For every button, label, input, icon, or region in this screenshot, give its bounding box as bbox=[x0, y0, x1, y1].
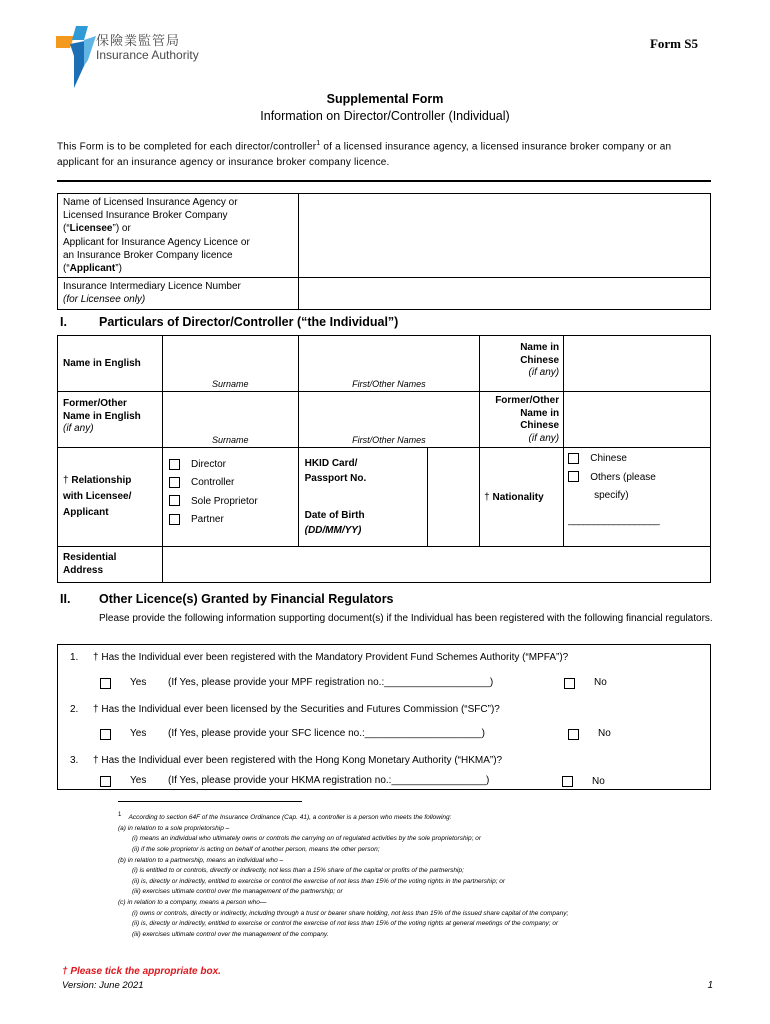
option-partner[interactable]: Partner bbox=[169, 511, 292, 529]
question-3-detail[interactable]: (If Yes, please provide your HKMA registration no.:_________________) bbox=[168, 775, 490, 786]
former-first-names-caption: First/Other Names bbox=[352, 435, 426, 445]
first-names-caption: First/Other Names bbox=[352, 379, 426, 389]
question-1-text: † Has the Individual ever been registered with the Mandatory Provident Fund Schemes Authority (“MPFA”)? bbox=[93, 652, 569, 663]
question-3-text: † Has the Individual ever been registered with the Hong Kong Monetary Authority (“HKMA”)? bbox=[93, 755, 503, 766]
intro-text-b: of a licensed insurance agency, a licensed insurance broker company or an applicant for an insurance agency or insurance broker company licence. bbox=[57, 141, 672, 168]
question-3-no-label: No bbox=[592, 776, 605, 787]
section-1-title: Particulars of Director/Controller (“the Individual”) bbox=[99, 315, 399, 329]
question-1-yes-label: Yes bbox=[130, 677, 147, 688]
insurance-authority-logo bbox=[56, 26, 216, 88]
version-label: Version: June 2021 bbox=[62, 980, 144, 991]
nationality-options: Chinese Others (please specify) __________________ bbox=[564, 448, 711, 547]
others-checkbox[interactable] bbox=[568, 471, 579, 482]
nationality-label: † Nationality bbox=[480, 448, 564, 547]
former-surname-field[interactable] bbox=[162, 392, 298, 448]
residential-address-label: Residential Address bbox=[58, 547, 163, 583]
question-3-yes-label: Yes bbox=[130, 775, 147, 786]
particulars-table bbox=[57, 335, 711, 583]
question-2-no-checkbox[interactable] bbox=[568, 729, 579, 740]
controller-checkbox[interactable] bbox=[169, 477, 180, 488]
form-subtitle: Information on Director/Controller (Individual) bbox=[260, 109, 510, 123]
residential-address-field[interactable] bbox=[162, 547, 710, 583]
others-specify-line[interactable]: __________________ bbox=[568, 514, 660, 526]
regulators-questions bbox=[57, 644, 711, 790]
licence-number-field[interactable] bbox=[299, 278, 711, 309]
question-3-yes-checkbox[interactable] bbox=[100, 776, 111, 787]
surname-field[interactable] bbox=[162, 336, 298, 392]
first-names-field[interactable] bbox=[298, 336, 480, 392]
licensee-table bbox=[57, 193, 711, 310]
question-1-no-checkbox[interactable] bbox=[564, 678, 575, 689]
surname-caption: Surname bbox=[211, 379, 249, 389]
chinese-checkbox[interactable] bbox=[568, 453, 579, 464]
licensee-name-field[interactable] bbox=[299, 194, 711, 278]
question-1-number: 1. bbox=[70, 652, 79, 663]
relationship-label: † Relationship with Licensee/ Applicant bbox=[58, 448, 163, 547]
hkid-dob-labels: HKID Card/ Passport No. Date of Birth (DD/MM/YY) bbox=[298, 448, 428, 547]
option-sole-proprietor[interactable]: Sole Proprietor bbox=[169, 493, 292, 511]
footnote: $^1$ According to section 64F of the Insurance Ordinance (Cap. 41), a controller is a person who meets the following: (a) in relation to a sole proprietorship – (i) means an individual who ultimately owns or controls the carrying on of regulated activities by the sole proprietorship; or (ii) if the sole proprietor is acting on behalf of another person, means the other person; (b) in relation to a partnership, means an individual who – (i) is entitled to or controls, directly or indirectly, not less than a 15% share of the capital or profits of the partnership; (ii) is, directly or indirectly, entitled to exercise or control the exercise of not less than 15% of the voting rights in the partnership; or (iii) exercises ultimate control over the management of the partnership; or (c) in relation to a company, means a person who— (i) owns or controls, directly or indirectly, including through a trust or bearer share holding, not less than 15% of the issued share capital of the company; (ii) is, directly or indirectly, entitled to exercise or control the exercise of not less than 15% of the voting rights at general meetings of the company; or (iii) exercises ultimate control over the management of the company. bbox=[118, 812, 569, 938]
name-chinese-field[interactable] bbox=[564, 336, 711, 392]
question-1-no-label: No bbox=[594, 677, 607, 688]
footnote-divider bbox=[118, 801, 302, 802]
former-surname-caption: Surname bbox=[211, 435, 249, 445]
section-2-intro: Please provide the following information supporting document(s) if the Individual has been registered with the following financial regulators. bbox=[99, 613, 713, 624]
question-2-yes-label: Yes bbox=[130, 728, 147, 739]
former-name-chinese-field[interactable] bbox=[564, 392, 711, 448]
logo-english-text: Insurance Authority bbox=[96, 48, 199, 62]
former-name-english-label: Former/Other Name in English (if any) bbox=[58, 392, 163, 448]
logo-chinese-text: 保險業監管局 bbox=[96, 33, 181, 48]
hkid-dob-field[interactable] bbox=[428, 448, 480, 547]
licensee-name-label: Name of Licensed Insurance Agency or Licensed Insurance Broker Company (“Licensee”) or Applicant for Insurance Agency Licence or an Insurance Broker Company licence (“Applicant”) bbox=[58, 194, 299, 278]
option-director[interactable]: Director bbox=[169, 456, 292, 474]
form-number: Form S5 bbox=[649, 36, 698, 51]
question-2-text: † Has the Individual ever been licensed by the Securities and Futures Commission (“SFC”)? bbox=[93, 704, 500, 715]
sole-proprietor-checkbox[interactable] bbox=[169, 495, 180, 506]
partner-checkbox[interactable] bbox=[169, 514, 180, 525]
question-2-yes-checkbox[interactable] bbox=[100, 729, 111, 740]
option-others[interactable]: Others (please bbox=[568, 469, 706, 488]
question-3-number: 3. bbox=[70, 755, 79, 766]
option-chinese[interactable]: Chinese bbox=[568, 450, 706, 469]
question-2-no-label: No bbox=[598, 728, 611, 739]
tick-note: † Please tick the appropriate box. bbox=[62, 966, 221, 977]
former-first-names-field[interactable] bbox=[298, 392, 480, 448]
intro-footnote-ref: 1 bbox=[316, 140, 321, 147]
option-controller[interactable]: Controller bbox=[169, 474, 292, 492]
section-2-title: Other Licence(s) Granted by Financial Regulators bbox=[99, 592, 394, 606]
relationship-options bbox=[162, 448, 298, 547]
intro-paragraph bbox=[57, 139, 677, 170]
question-2-number: 2. bbox=[70, 704, 79, 715]
name-english-label: Name in English bbox=[58, 336, 163, 392]
question-3-no-checkbox[interactable] bbox=[562, 776, 573, 787]
section-1-number: I. bbox=[60, 315, 67, 329]
question-1-yes-checkbox[interactable] bbox=[100, 678, 111, 689]
header-divider bbox=[57, 180, 711, 182]
name-chinese-label: Name in Chinese (if any) bbox=[480, 336, 564, 392]
page-number: 1 bbox=[707, 980, 713, 991]
director-checkbox[interactable] bbox=[169, 459, 180, 470]
section-2-number: II. bbox=[60, 592, 71, 606]
question-2-detail[interactable]: (If Yes, please provide your SFC licence no.:_____________________) bbox=[168, 728, 485, 739]
question-1-detail[interactable]: (If Yes, please provide your MPF registration no.:___________________) bbox=[168, 677, 494, 688]
licence-number-label: Insurance Intermediary Licence Number (for Licensee only) bbox=[58, 278, 299, 309]
former-name-chinese-label: Former/Other Name in Chinese (if any) bbox=[480, 392, 564, 448]
intro-text-a: This Form is to be completed for each director/controller bbox=[57, 141, 317, 153]
form-title: Supplemental Form bbox=[326, 92, 444, 106]
